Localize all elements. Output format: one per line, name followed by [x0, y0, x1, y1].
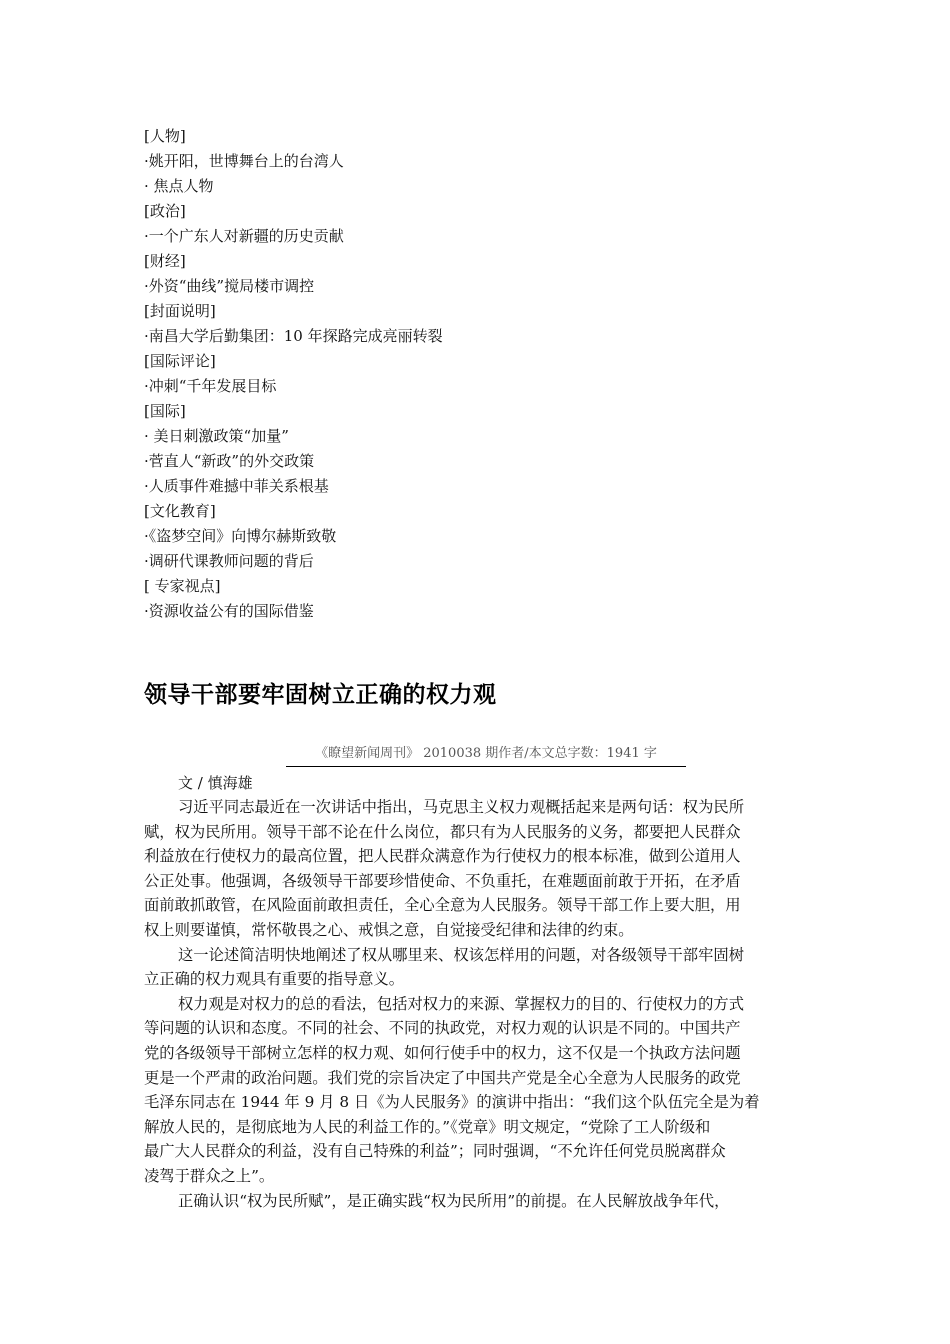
paragraph-line: 公正处事。他强调，各级领导干部要珍惜使命、不负重托，在难题面前敢于开拓，在矛盾 — [144, 871, 741, 890]
toc-item: ·外资“曲线”搅局楼市调控 — [144, 277, 315, 295]
toc-item: · 焦点人物 — [144, 177, 214, 195]
paragraph-line: 更是一个严肃的政治问题。我们党的宗旨决定了中国共产党是全心全意为人民服务的政党 — [144, 1068, 741, 1087]
toc-section-heading: [国际] — [144, 402, 186, 420]
article-source: 《瞭望新闻周刊》 2010038 期作者/本文总字数：1941 字 — [286, 744, 686, 767]
toc-section-heading: [国际评论] — [144, 352, 216, 370]
article-title: 领导干部要牢固树立正确的权力观 — [144, 682, 497, 708]
toc-section-heading: [财经] — [144, 252, 186, 270]
toc-item: ·一个广东人对新疆的历史贡献 — [144, 227, 344, 245]
toc-item: ·《盗梦空间》向博尔赫斯致敬 — [144, 527, 337, 545]
paragraph-line: 凌驾于群众之上”。 — [144, 1166, 275, 1185]
toc-item: ·冲刺“千年发展目标 — [144, 377, 277, 395]
toc-item: ·人质事件难撼中菲关系根基 — [144, 477, 329, 495]
paragraph-line: 习近平同志最近在一次讲话中指出，马克思主义权力观概括起来是两句话：权为民所 — [178, 798, 744, 816]
paragraph-line: 权力观是对权力的总的看法，包括对权力的来源、掌握权力的目的、行使权力的方式 — [178, 994, 744, 1013]
toc-item: ·调研代课教师问题的背后 — [144, 552, 314, 570]
paragraph-line: 等问题的认识和态度。不同的社会、不同的执政党，对权力观的认识是不同的。中国共产 — [144, 1019, 741, 1038]
toc-item: ·资源收益公有的国际借鉴 — [144, 602, 314, 620]
toc-section-heading: [政治] — [144, 202, 186, 220]
paragraph-line: 这一论述简洁明快地阐述了权从哪里来、权该怎样用的问题，对各级领导干部牢固树 — [178, 945, 744, 964]
paragraph-line: 立正确的权力观具有重要的指导意义。 — [144, 970, 405, 989]
toc-section-heading: [文化教育] — [144, 502, 216, 520]
toc-section-heading: [人物] — [144, 127, 186, 145]
toc-item: ·菅直人“新政”的外交政策 — [144, 452, 315, 470]
paragraph-line: 解放人民的，是彻底地为人民的利益工作的。”《党章》明文规定，“党除了工人阶级和 — [144, 1117, 711, 1136]
paragraph-line: 毛泽东同志在 1944 年 9 月 8 日《为人民服务》的演讲中指出：“我们这个队伍完全是为着 — [144, 1093, 760, 1112]
toc-item: ·南昌大学后勤集团：10 年探路完成亮丽转裂 — [144, 327, 443, 345]
toc-section-heading: [封面说明] — [144, 302, 216, 320]
paragraph-line: 正确认识“权为民所赋”，是正确实践“权为民所用”的前提。在人民解放战争年代， — [178, 1191, 730, 1210]
article-author: 文 / 慎海雄 — [178, 774, 253, 792]
paragraph-line: 赋，权为民所用。领导干部不论在什么岗位，都只有为人民服务的义务，都要把人民群众 — [144, 822, 741, 841]
toc-item: · 美日刺激政策“加量” — [144, 427, 289, 445]
paragraph-line: 党的各级领导干部树立怎样的权力观、如何行使手中的权力，这不仅是一个执政方法问题 — [144, 1043, 741, 1062]
article-body — [144, 795, 816, 1213]
paragraph-line: 最广大人民群众的利益，没有自己特殊的利益”；同时强调，“不允许任何党员脱离群众 — [144, 1142, 726, 1161]
table-of-contents — [144, 124, 804, 624]
paragraph-line: 权上则要谨慎，常怀敬畏之心、戒惧之意，自觉接受纪律和法律的约束。 — [144, 920, 634, 939]
toc-item: ·姚开阳，世博舞台上的台湾人 — [144, 152, 344, 170]
toc-section-heading: [ 专家视点] — [144, 577, 221, 595]
paragraph-line: 利益放在行使权力的最高位置，把人民群众满意作为行使权力的根本标准，做到公道用人 — [144, 847, 741, 866]
paragraph-line: 面前敢抓敢管，在风险面前敢担责任，全心全意为人民服务。领导干部工作上要大胆，用 — [144, 896, 741, 915]
